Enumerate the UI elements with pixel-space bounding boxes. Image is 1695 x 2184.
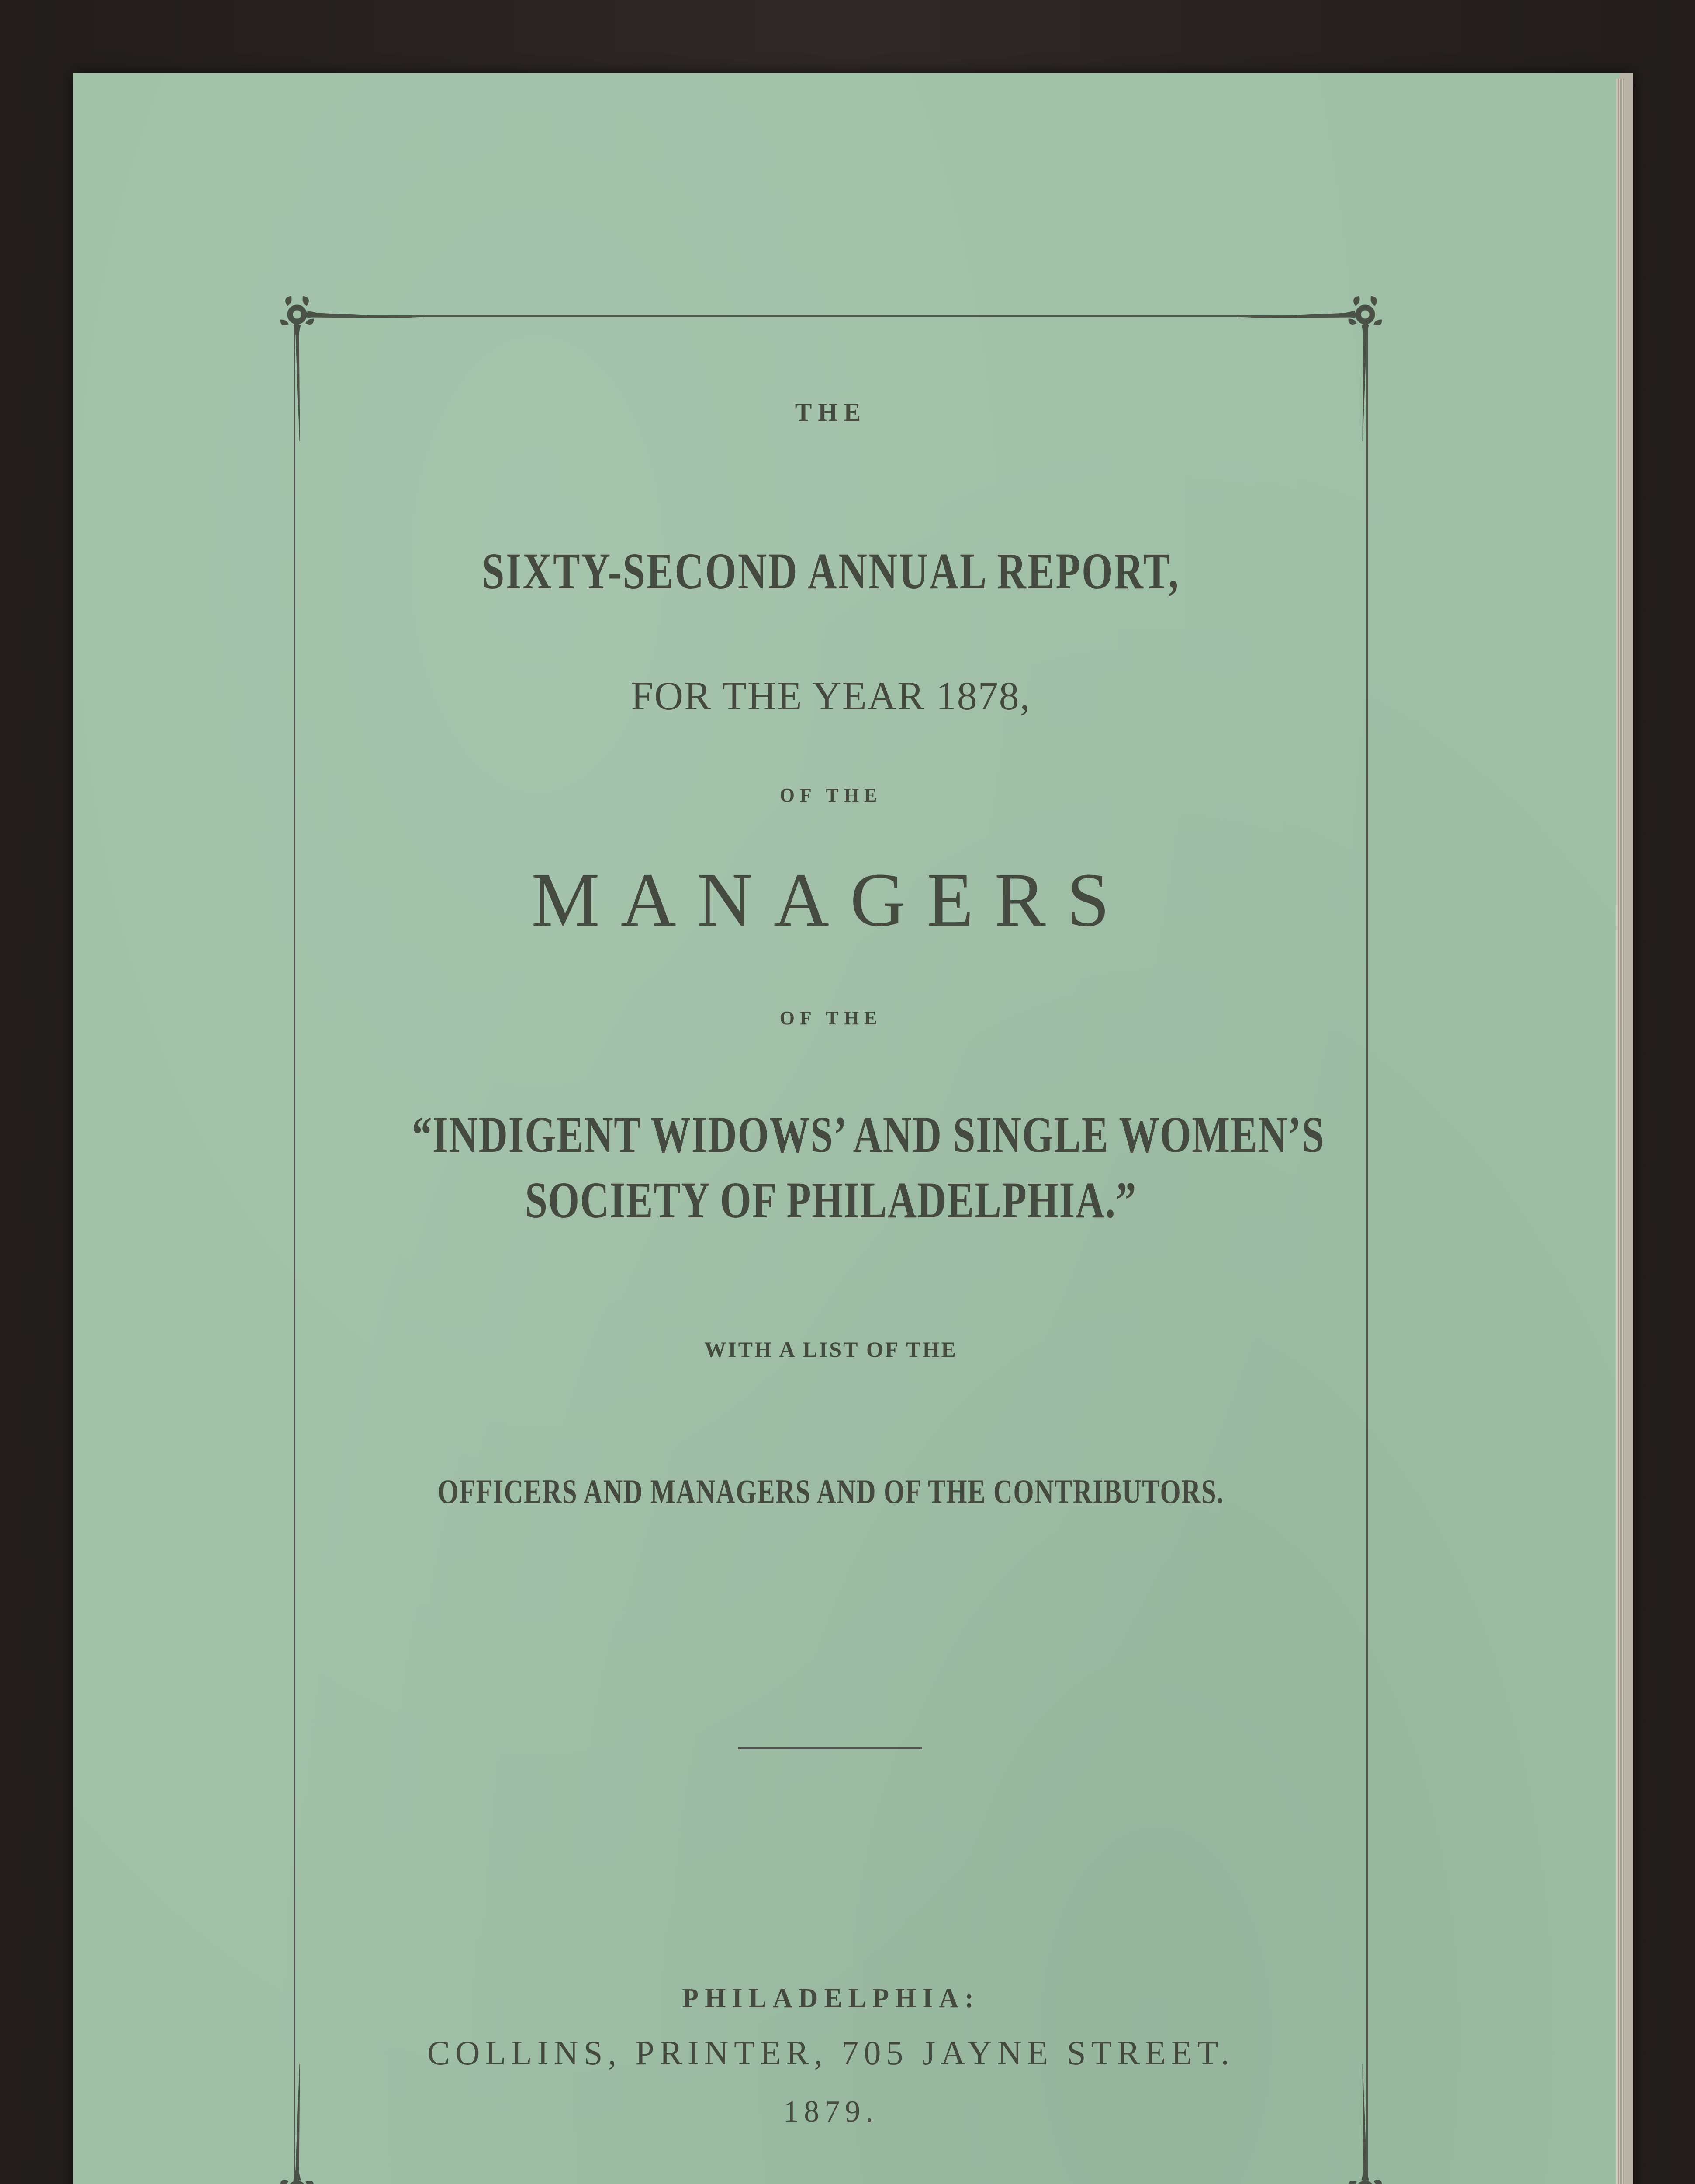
society-name-line-1: “INDIGENT WIDOWS’ AND SINGLE WOMEN’S	[412, 1106, 1325, 1163]
connector-of-the-2: OF THE	[779, 1007, 882, 1029]
officers-line: OFFICERS AND MANAGERS AND OF THE CONTRIBUTORS.	[438, 1472, 1224, 1510]
title-article: THE	[795, 398, 867, 426]
with-list-line: WITH A LIST OF THE	[704, 1337, 958, 1362]
managers-heading: MANAGERS	[531, 857, 1131, 943]
report-title: SIXTY-SECOND ANNUAL REPORT,	[482, 543, 1180, 600]
society-name-line-2: SOCIETY OF PHILADELPHIA.”	[525, 1171, 1137, 1229]
imprint-city: PHILADELPHIA:	[682, 1984, 980, 2013]
imprint-printer: COLLINS, PRINTER, 705 JAYNE STREET.	[427, 2034, 1235, 2072]
report-year: FOR THE YEAR 1878,	[631, 674, 1031, 718]
connector-of-the-1: OF THE	[779, 784, 882, 806]
imprint-date: 1879.	[783, 2095, 879, 2129]
page-edges	[1616, 79, 1624, 2184]
divider-rule	[738, 1747, 922, 1749]
